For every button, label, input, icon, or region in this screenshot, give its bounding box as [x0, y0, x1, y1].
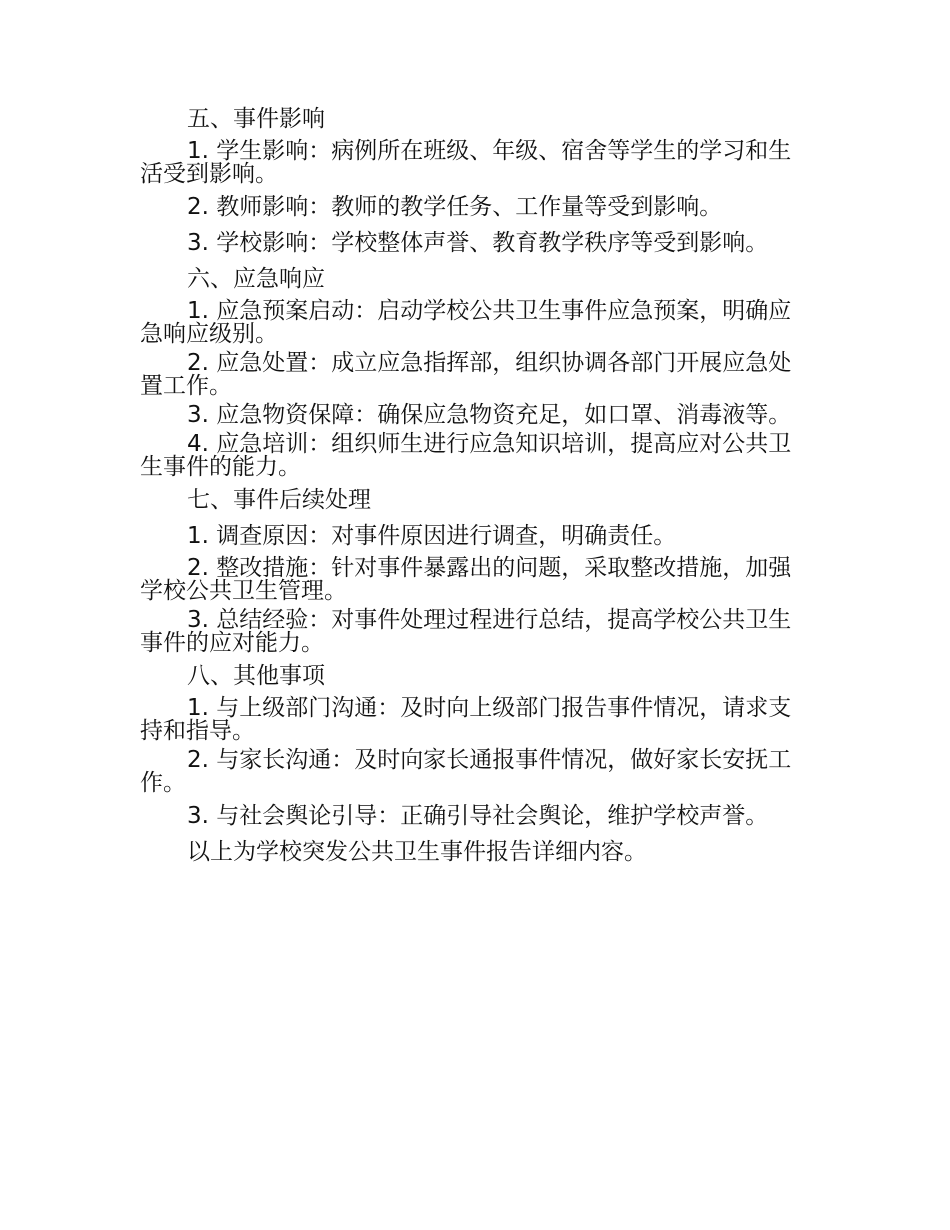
list-item: 3. 与社会舆论引导：正确引导社会舆论，维护学校声誉。 — [187, 803, 769, 829]
list-item: 1. 学生影响：病例所在班级、年级、宿舍等学生的学习和生活受到影响。 — [140, 138, 792, 187]
list-item: 1. 应急预案启动：启动学校公共卫生事件应急预案，明确应急响应级别。 — [140, 298, 792, 347]
document-body — [140, 104, 812, 873]
closing-paragraph: 以上为学校突发公共卫生事件报告详细内容。 — [187, 839, 647, 865]
section-heading: 八、其他事项 — [187, 663, 325, 689]
list-item: 2. 整改措施：针对事件暴露出的问题，采取整改措施，加强学校公共卫生管理。 — [140, 555, 792, 604]
list-item: 3. 应急物资保障：确保应急物资充足，如口罩、消毒液等。 — [187, 402, 792, 428]
section-heading: 五、事件影响 — [187, 106, 325, 132]
section-heading: 七、事件后续处理 — [187, 487, 371, 513]
list-item: 1. 调查原因：对事件原因进行调查，明确责任。 — [187, 523, 677, 549]
section-heading: 六、应急响应 — [187, 266, 325, 292]
list-item: 1. 与上级部门沟通：及时向上级部门报告事件情况，请求支持和指导。 — [140, 695, 792, 744]
list-item: 2. 与家长沟通：及时向家长通报事件情况，做好家长安抚工作。 — [140, 747, 792, 796]
list-item: 3. 学校影响：学校整体声誉、教育教学秩序等受到影响。 — [187, 230, 769, 256]
list-item: 3. 总结经验：对事件处理过程进行总结，提高学校公共卫生事件的应对能力。 — [140, 607, 792, 656]
list-item: 2. 应急处置：成立应急指挥部，组织协调各部门开展应急处置工作。 — [140, 350, 792, 399]
list-item: 2. 教师影响：教师的教学任务、工作量等受到影响。 — [187, 194, 723, 220]
list-item: 4. 应急培训：组织师生进行应急知识培训，提高应对公共卫生事件的能力。 — [140, 431, 792, 480]
